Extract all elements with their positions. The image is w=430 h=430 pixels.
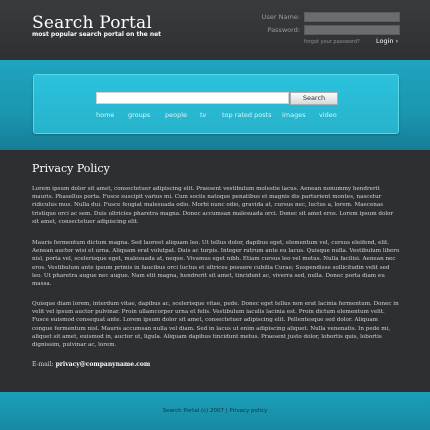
nav-people[interactable]: people xyxy=(165,111,188,119)
email-link[interactable]: privacy@companyname.com xyxy=(55,361,151,368)
password-label: Password: xyxy=(267,26,300,34)
email-label: E-mail: xyxy=(32,361,54,368)
username-input[interactable] xyxy=(304,12,400,22)
nav-groups[interactable]: groups xyxy=(128,111,151,119)
paragraph: Lorem ipsum dolor sit amet, consectetuer adipiscing elit. Praesent vestibulum molestie lacus. Aenean nonummy hendrerit mauris. Phasellus porta. Fusce suscipit varius mi. Cum sociis natoque penatibus et magnis dis parturient montes, nascetur ridiculus mus. Nulla dui. Fusce feugiat malesuada odio. Morbi nunc odio, gravida at, cursus nec, luctus a, lorem. Maecenas tristique orci ac sem. Duis ultricies pharetra magna. Donec accumsan malesuada orci. Donec sit amet eros. Lorem ipsum dolor sit amet, consectetuer adipiscing elit. xyxy=(32,186,394,225)
nav-home[interactable]: home xyxy=(96,111,115,119)
login-button[interactable]: Login › xyxy=(376,37,399,45)
username-label: User Name: xyxy=(261,13,300,21)
nav-tv[interactable]: tv xyxy=(200,111,207,119)
password-input[interactable] xyxy=(304,25,400,35)
nav-video[interactable]: video xyxy=(319,111,337,119)
site-title[interactable]: Search Portal xyxy=(32,13,152,33)
search-button[interactable]: Search xyxy=(290,92,338,105)
page-title: Privacy Policy xyxy=(32,162,110,175)
nav-images[interactable]: images xyxy=(282,111,306,119)
paragraph: Quisque diam lorem, interdum vitae, dapibus ac, scelerisque vitae, pede. Donec eget tellus non erat lacinia fermentum. Donec in velit vel ipsum auctor pulvinar. Proin ullamcorper urna et felis. Vestibulum iaculis lacinia est. Proin dictum elementum velit. Fusce euismod consequat ante. Lorem ipsum dolor sit amet, consectetuer adipiscing elit. Pellentesque sed dolor. Aliquam congue fermentum nisl. Mauris accumsan nulla vel diam. Sed in lacus ut enim adipiscing aliquet. Nulla venenatis. In pede mi, aliquet sit amet, euismod in, auctor ut, ligula. Aliquam dapibus tincidunt metus. Praesent justo dolor, lobortis quis, lobortis dignissim, pulvinar ac, lorem. xyxy=(32,301,399,349)
search-panel xyxy=(33,74,399,134)
search-input[interactable] xyxy=(96,92,289,104)
footer-text: Search Portal (c) 2007 | Privacy policy xyxy=(162,408,268,414)
nav-top-rated-posts[interactable]: top rated posts xyxy=(222,111,272,119)
paragraph: Mauris fermentum dictum magna. Sed laoreet aliquam leo. Ut tellus dolor, dapibus eget, elementum vel, cursus eleifend, elit. Aenean auctor wisi et urna. Aliquam erat volutpat. Duis ac turpis. Integer rutrum ante eu lacus. Quisque nulla. Vestibulum libero nisl, porta vel, scelerisque eget, malesuada at, neque. Vivamus eget nibh. Etiam cursus leo vel metus. Nulla facilisi. Aenean nec eros. Vestibulum ante ipsum primis in faucibus orci luctus et ultrices posuere cubilia Curae; Suspendisse sollicitudin velit sed leo. Ut pharetra augue nec augue. Nam elit magna, hendrerit sit amet, tincidunt ac, viverra sed, nulla. Donec porta diam eu massa. xyxy=(32,240,400,288)
site-tagline: most popular search portal on the net xyxy=(32,31,162,38)
email-line xyxy=(32,361,150,368)
forgot-password-link[interactable]: forgot your password? xyxy=(304,39,360,45)
